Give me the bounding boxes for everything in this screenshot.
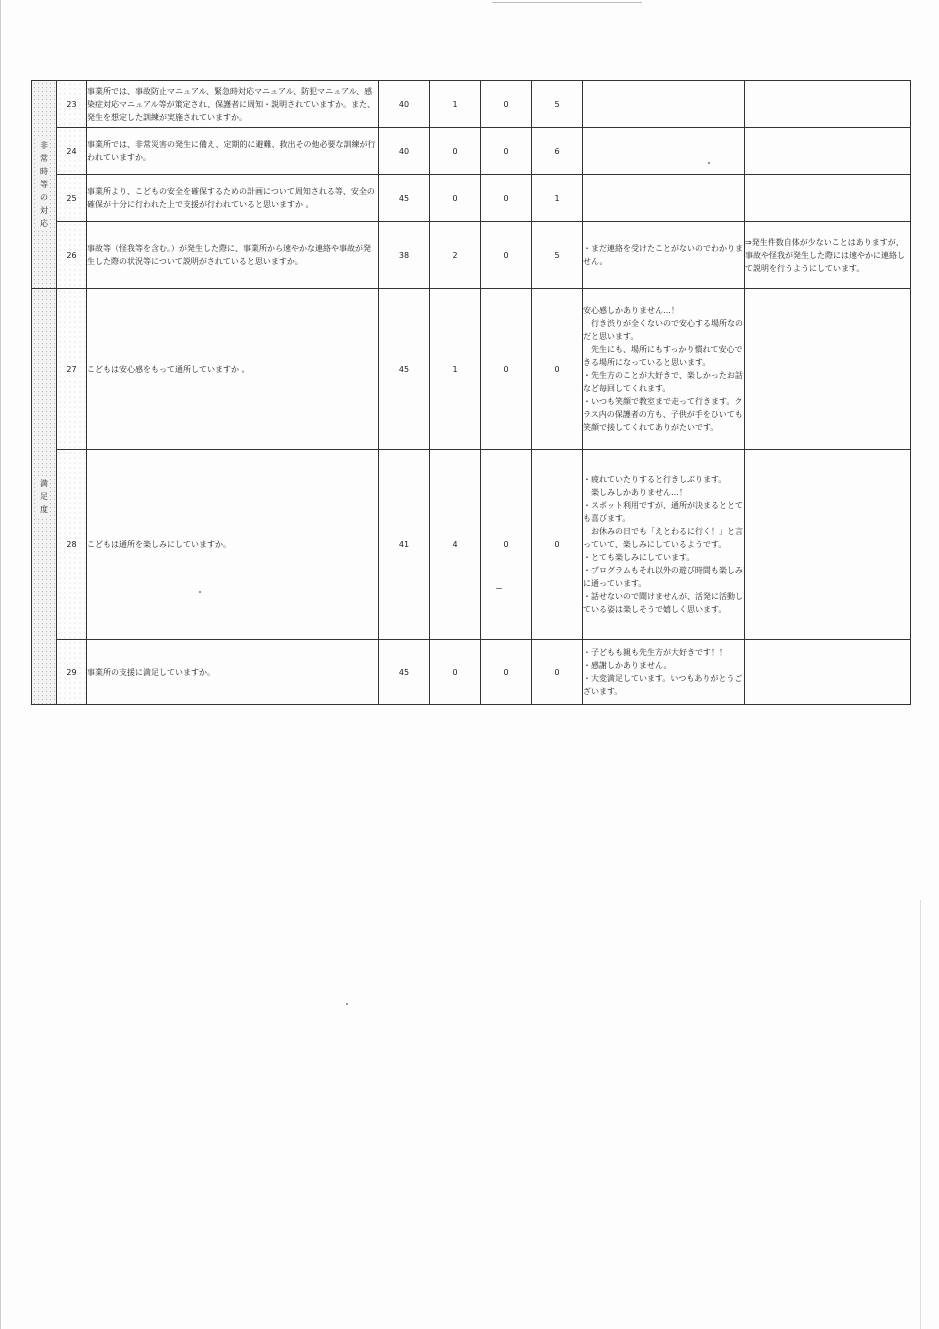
scan-right-edge	[920, 900, 921, 1329]
scan-left-edge	[0, 0, 1, 1329]
count-no: 0	[481, 81, 532, 128]
question-text: こどもは通所を楽しみにしていますか。	[87, 450, 379, 640]
count-yes: 40	[379, 128, 430, 175]
count-no: 0	[481, 175, 532, 222]
question-text: こどもは安心感をもって通所していますか 。	[87, 289, 379, 450]
question-text: 事業所では、事故防止マニュアル、緊急時対応マニュアル、防犯マニュアル、感染症対応マニュアル等が策定され、保護者に周知・説明されていますか。また、発生を想定した訓練が実施されていますか。	[87, 81, 379, 128]
row-number: 23	[57, 81, 87, 128]
count-yes: 45	[379, 289, 430, 450]
guardian-comment: ・まだ連絡を受けたことがないのでわかりません。	[583, 222, 745, 289]
question-text: 事業所の支援に満足していますか。	[87, 640, 379, 705]
count-no: 0	[481, 640, 532, 705]
count-unknown: 6	[532, 128, 583, 175]
count-yes: 40	[379, 81, 430, 128]
row-number: 29	[57, 640, 87, 705]
count-yes: 45	[379, 175, 430, 222]
table-row	[32, 289, 911, 450]
evaluation-table	[31, 80, 911, 705]
count-unknown: 0	[532, 640, 583, 705]
count-unknown: 0	[532, 289, 583, 450]
category-label: 満足度	[40, 479, 48, 514]
table-row	[32, 640, 911, 705]
scan-top-line	[492, 2, 642, 3]
guardian-comment	[583, 175, 745, 222]
facility-response	[745, 289, 911, 450]
category-cell-satisfaction	[32, 289, 57, 705]
guardian-comment	[583, 128, 745, 175]
scan-speck	[496, 588, 502, 589]
table-row	[32, 222, 911, 289]
count-yes: 45	[379, 640, 430, 705]
count-yes: 38	[379, 222, 430, 289]
count-neither: 1	[430, 289, 481, 450]
count-neither: 0	[430, 128, 481, 175]
row-number: 28	[57, 450, 87, 640]
count-neither: 4	[430, 450, 481, 640]
count-no: 0	[481, 289, 532, 450]
table-row	[32, 450, 911, 640]
count-neither: 1	[430, 81, 481, 128]
scan-speck	[708, 162, 710, 164]
count-unknown: 1	[532, 175, 583, 222]
table-row	[32, 175, 911, 222]
count-no: 0	[481, 222, 532, 289]
question-text: 事故等（怪我等を含む。）が発生した際に、事業所から速やかな連絡や事故が発生した際の状況等について説明がされていると思いますか。	[87, 222, 379, 289]
question-text: 事業所より、こどもの安全を確保するための計画について周知される等、安全の確保が十分に行われた上で支援が行われていると思いますか 。	[87, 175, 379, 222]
count-no: 0	[481, 450, 532, 640]
guardian-comment: 安心感しかありません…！ 行き渋りが全くないので安心する場所なのだと思います。 先生にも、場所にもすっかり慣れて安心できる場所になっていると思います。 ・先生方のことが大好きで、楽しかったお話など毎回してくれます。 ・いつも笑顔で教室まで走って行きます。クラス内の保護者の方も、子供が手をひいても笑顔で接してくれてありがたいです。	[583, 289, 745, 450]
count-neither: 0	[430, 175, 481, 222]
row-number: 27	[57, 289, 87, 450]
category-label: 非常時等の対応	[40, 141, 48, 228]
scan-speck	[346, 1003, 348, 1005]
facility-response	[745, 450, 911, 640]
facility-response	[745, 128, 911, 175]
facility-response	[745, 81, 911, 128]
table-row	[32, 81, 911, 128]
count-no: 0	[481, 128, 532, 175]
question-text: 事業所では、非常災害の発生に備え、定期的に避難、救出その他必要な訓練が行われていますか。	[87, 128, 379, 175]
row-number: 25	[57, 175, 87, 222]
count-neither: 2	[430, 222, 481, 289]
facility-response	[745, 640, 911, 705]
count-unknown: 5	[532, 81, 583, 128]
scan-speck	[199, 591, 201, 593]
count-yes: 41	[379, 450, 430, 640]
guardian-comment: ・子どもも親も先生方が大好きです！！ ・感謝しかありません。 ・大変満足しています。いつもありがとうございます。	[583, 640, 745, 705]
table-row	[32, 128, 911, 175]
row-number: 24	[57, 128, 87, 175]
row-number: 26	[57, 222, 87, 289]
guardian-comment	[583, 81, 745, 128]
category-cell-emergency	[32, 81, 57, 289]
count-unknown: 0	[532, 450, 583, 640]
facility-response: ⇒発生件数自体が少ないことはありますが、事故や怪我が発生した際には速やかに連絡して説明を行うようにしています。	[745, 222, 911, 289]
guardian-comment: ・疲れていたりすると行きしぶります。 楽しみしかありません…！ ・スポット利用ですが、通所が決まるととても喜びます。 お休みの日でも「えとわるに行く！」と言っていて、楽しみにしているようです。 ・とても楽しみにしています。 ・プログラムもそれ以外の遊び時間も楽しみに通っています。 ・話せないので聞けませんが、活発に活動している姿は楽しそうで嬉しく思います。	[583, 450, 745, 640]
facility-response	[745, 175, 911, 222]
count-unknown: 5	[532, 222, 583, 289]
count-neither: 0	[430, 640, 481, 705]
